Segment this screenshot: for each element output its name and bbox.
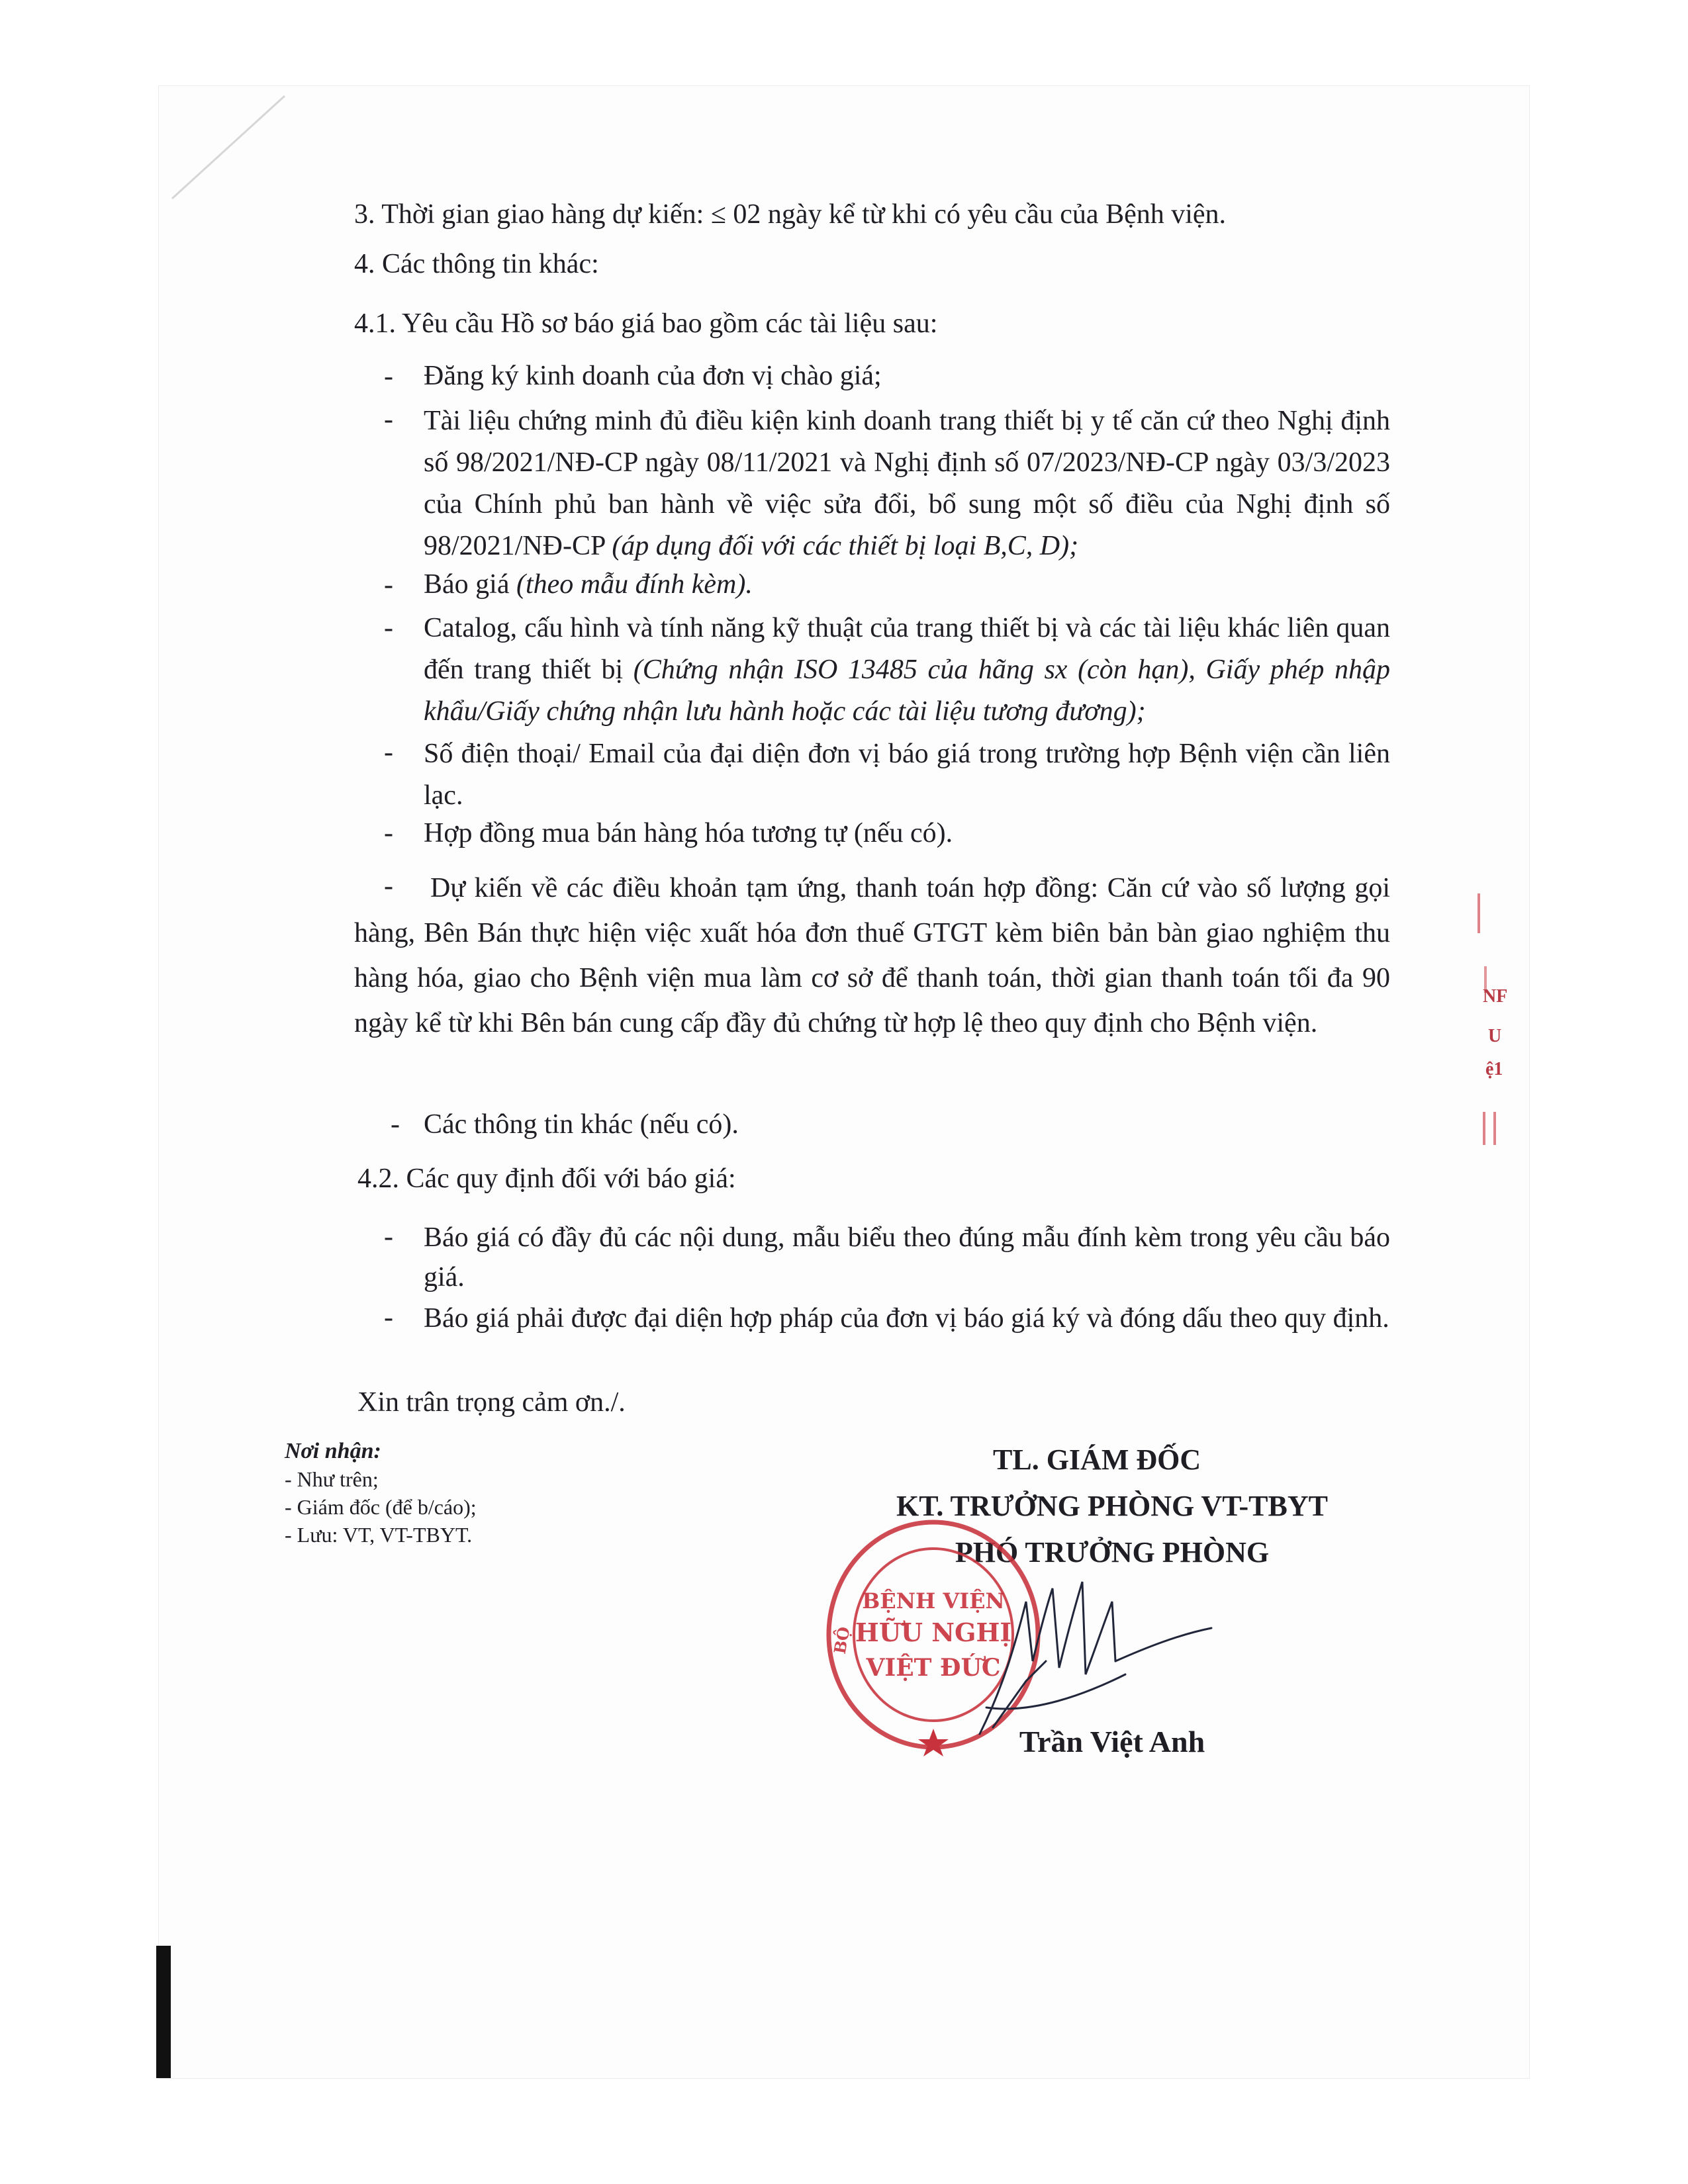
list-item-text — [424, 608, 1390, 733]
item-4-1-heading: 4.1. Yêu cầu Hồ sơ báo giá bao gồm các tài liệu sau: — [354, 308, 938, 339]
list-item-text — [424, 400, 1390, 567]
margin-text: NF — [1483, 986, 1508, 1007]
recipient-item: - Giám đốc (để b/cáo); — [285, 1495, 477, 1519]
scan-edge-shadow — [156, 1946, 171, 2078]
list-item-plain: Tài liệu chứng minh đủ điều kiện kinh doanh trang thiết bị y tế căn cứ theo Nghị định số 98/2021/NĐ-CP ngày 08/11/2021 và Nghị định số 07/2023/NĐ-CP ngày 03/3/2023 của Chính phủ ban hành về việc sửa đổi, bổ sung một số điều của Nghị định số 98/2021/NĐ-CP — [424, 406, 1390, 561]
recipients-title: Nơi nhận: — [285, 1439, 381, 1463]
signature-title-1: TL. GIÁM ĐỐC — [993, 1443, 1201, 1476]
payment-terms-paragraph: Dự kiến về các điều khoản tạm ứng, thanh toán hợp đồng: Căn cứ vào số lượng gọi hàng, Bên Bán thực hiện việc xuất hóa đơn thuế GTGT kèm biên bản bàn giao nghiệm thu hàng hóa, giao cho Bệnh viện mua làm cơ sở để thanh toán, thời gian thanh toán tối đa 90 ngày kể từ khi Bên bán cung cấp đầy đủ chứng từ hợp lệ theo quy định cho Bệnh viện. — [354, 873, 1390, 1038]
bullet-dash: - — [384, 613, 393, 643]
item-3-delivery: 3. Thời gian giao hàng dự kiến: ≤ 02 ngày kể từ khi có yêu cầu của Bệnh viện. — [354, 199, 1227, 230]
list-item-text: Hợp đồng mua bán hàng hóa tương tự (nếu có). — [424, 818, 953, 848]
signature-title-3: PHÓ TRƯỞNG PHÒNG — [955, 1536, 1270, 1569]
seal-text-3: VIỆT ĐỨC — [866, 1654, 1001, 1682]
other-info-item: Các thông tin khác (nếu có). — [424, 1109, 739, 1140]
margin-text: ệ1 — [1485, 1059, 1503, 1079]
list-item-text — [424, 564, 1390, 606]
margin-mark — [1483, 1112, 1485, 1145]
recipient-item: - Như trên; — [285, 1467, 379, 1491]
recipient-item: - Lưu: VT, VT-TBYT. — [285, 1523, 473, 1547]
seal-star-icon — [918, 1729, 949, 1756]
bleed-through-marks — [1477, 893, 1524, 1238]
bullet-dash: - — [384, 871, 393, 901]
list-item-text: Báo giá có đầy đủ các nội dung, mẫu biểu theo đúng mẫu đính kèm trong yêu cầu báo giá. — [424, 1222, 1390, 1293]
handwritten-signature — [953, 1562, 1231, 1747]
bullet-dash: - — [384, 361, 393, 392]
margin-text: U — [1488, 1026, 1502, 1046]
list-item-text: Báo giá phải được đại diện hợp pháp của đơn vị báo giá ký và đóng dấu theo quy định. — [424, 1303, 1389, 1334]
bullet-dash: - — [384, 818, 393, 848]
list-item-plain: Catalog, cấu hình và tính năng kỹ thuật của trang thiết bị và các tài liệu khác liên quan đến trang thiết bị — [424, 613, 1390, 685]
bullet-dash: - — [384, 737, 393, 768]
margin-mark — [1493, 1112, 1496, 1145]
list-item-italic: (Chứng nhận ISO 13485 của hãng sx (còn hạn), Giấy phép nhập khẩu/Giấy chứng nhận lưu hành hoặc các tài liệu tương đương); — [424, 655, 1391, 727]
bullet-dash: - — [384, 1222, 393, 1252]
list-item-italic: (áp dụng đối với các thiết bị loại B,C, D); — [612, 531, 1079, 561]
signature-title-2: KT. TRƯỞNG PHÒNG VT-TBYT — [896, 1490, 1328, 1522]
bullet-dash: - — [384, 404, 393, 435]
signer-name: Trần Việt Anh — [1019, 1725, 1205, 1758]
item-4-2-heading: 4.2. Các quy định đối với báo giá: — [357, 1163, 736, 1194]
bullet-dash: - — [391, 1109, 400, 1140]
margin-mark — [1477, 893, 1480, 933]
list-item-italic: (theo mẫu đính kèm). — [516, 569, 753, 600]
closing-line: Xin trân trọng cảm ơn./. — [357, 1387, 626, 1418]
page-fold-mark — [165, 93, 298, 205]
seal-text-1: BỆNH VIỆN — [862, 1588, 1005, 1614]
list-item-text: Đăng ký kinh doanh của đơn vị chào giá; — [424, 361, 882, 391]
seal-text-2: HỮU NGHỊ — [855, 1617, 1012, 1647]
item-4-heading: 4. Các thông tin khác: — [354, 249, 599, 279]
seal-side-text: BỘ — [829, 1625, 854, 1656]
bullet-dash: - — [384, 570, 393, 600]
list-item-text: Số điện thoại/ Email của đại diện đơn vị báo giá trong trường hợp Bệnh viện cần liên lạc. — [424, 739, 1390, 811]
list-item-plain: Báo giá — [424, 569, 510, 600]
bullet-dash: - — [384, 1302, 393, 1333]
